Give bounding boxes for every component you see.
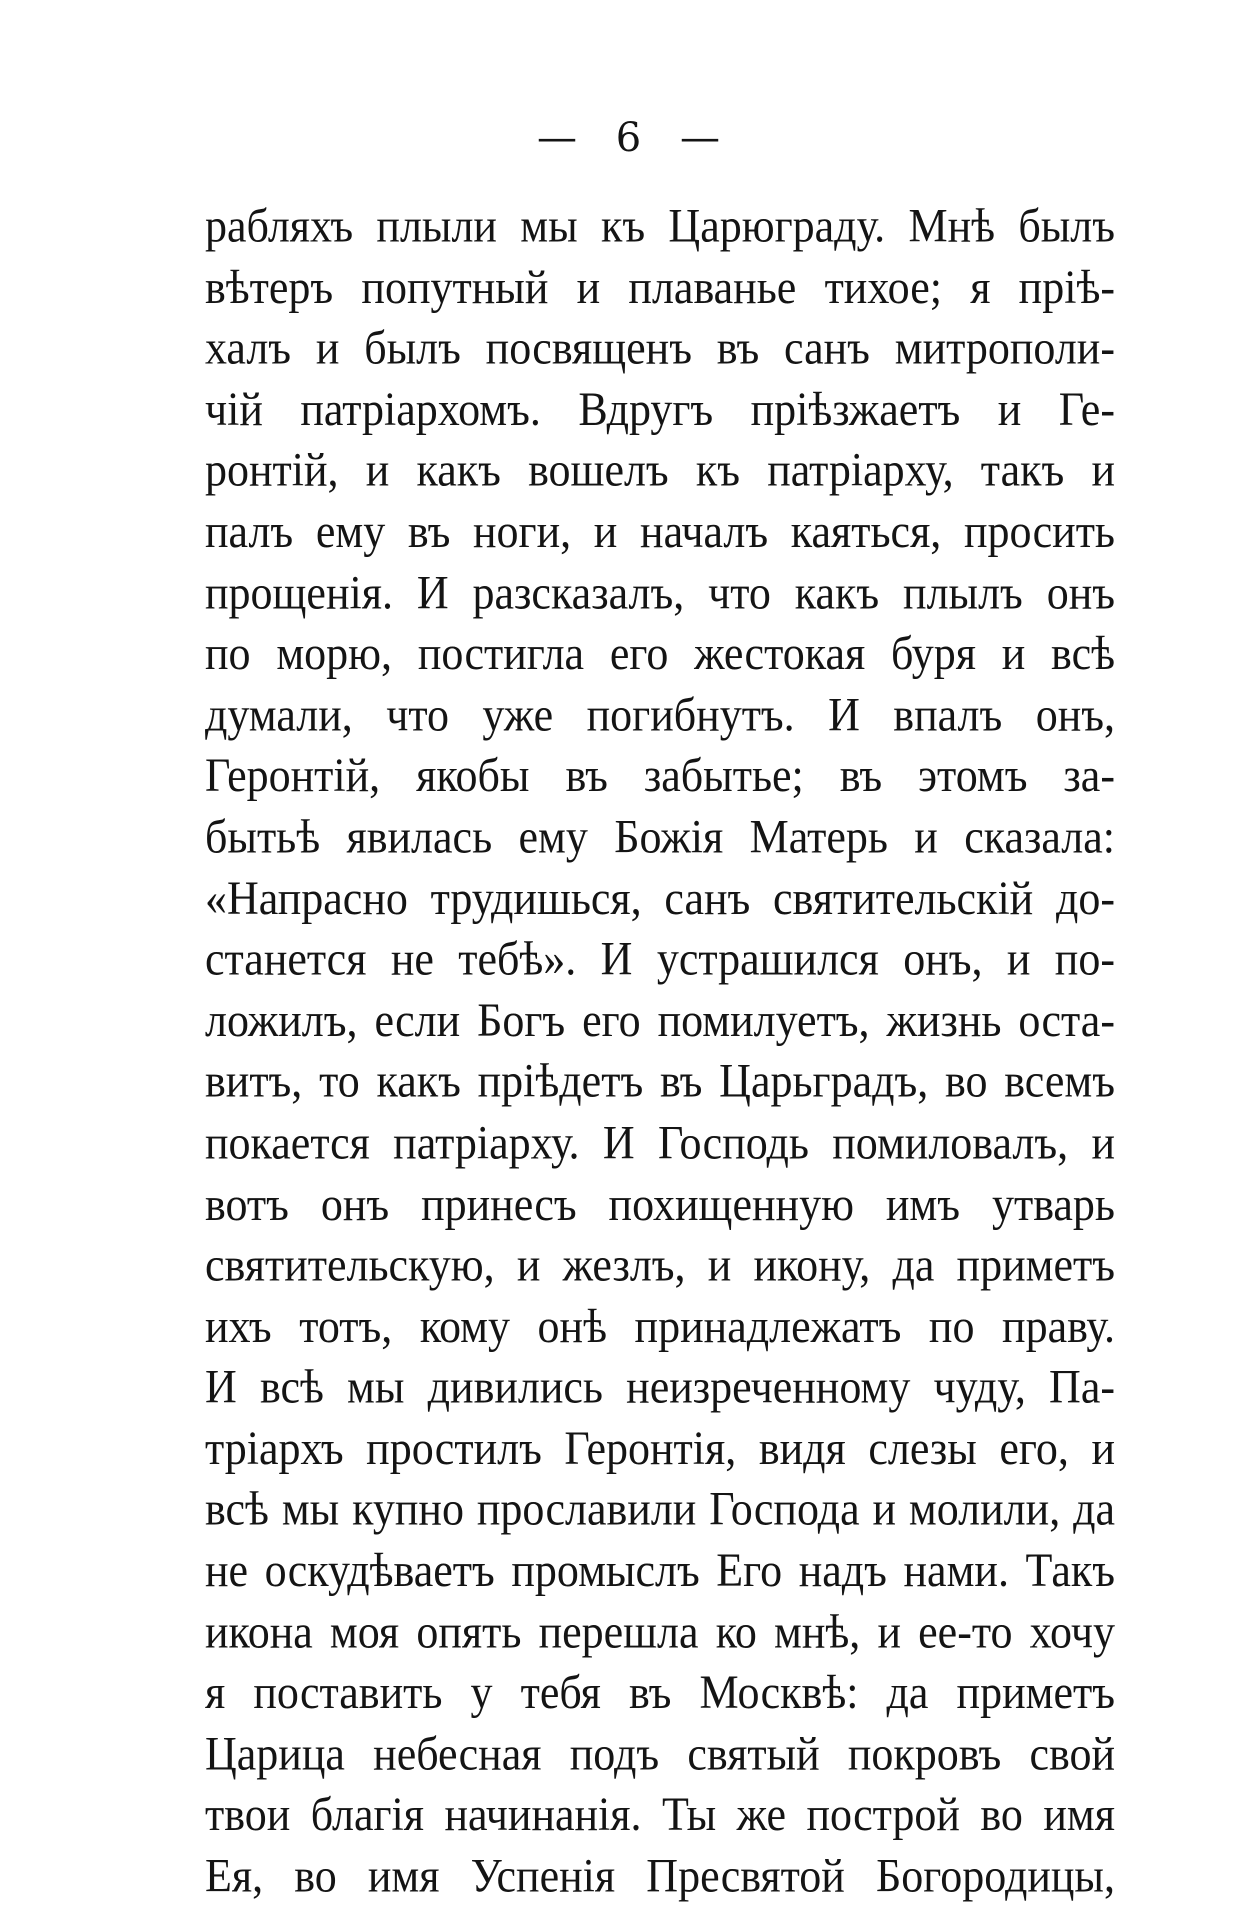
text-line: святительскую, и жезлъ, и икону, да приметъ	[205, 1238, 1115, 1292]
text-line: прощенія. И разсказалъ, что какъ плылъ онъ	[205, 565, 1115, 619]
text-line: Ея, во имя Успенія Пресвятой Богородицы,	[205, 1849, 1115, 1903]
text-line: не оскудѣваетъ промыслъ Его надъ нами. Такъ	[205, 1543, 1115, 1597]
text-line: покается патріарху. И Господь помиловалъ, и	[205, 1116, 1115, 1169]
page-header	[0, 115, 1259, 161]
text-line: я поставить у тебя въ Москвѣ: да приметъ	[205, 1666, 1115, 1720]
text-line: ихъ тотъ, кому онѣ принадлежатъ по праву.	[205, 1299, 1115, 1353]
text-line: вѣтеръ попутный и плаванье тихое; я пріѣ-	[205, 260, 1115, 314]
text-line: халъ и былъ посвященъ въ санъ митрополи-	[205, 321, 1115, 375]
text-line: тріархъ простилъ Геронтія, видя слезы его, и	[205, 1421, 1115, 1475]
text-line: станется не тебѣ». И устрашился онъ, и по-	[205, 932, 1115, 986]
text-line: вотъ онъ принесъ похищенную имъ утварь	[205, 1177, 1115, 1231]
text-line: ронтій, и какъ вошелъ къ патріарху, такъ и	[205, 443, 1115, 497]
text-line: думали, что уже погибнутъ. И впалъ онъ,	[205, 688, 1115, 742]
body-text	[205, 196, 1115, 1907]
text-line: рабляхъ плыли мы къ Царюграду. Мнѣ былъ	[205, 199, 1115, 253]
text-line: икона моя опять перешла ко мнѣ, и ее-то хочу	[205, 1605, 1115, 1658]
text-line: Геронтій, якобы въ забытье; въ этомъ за-	[205, 749, 1115, 803]
text-line: витъ, то какъ пріѣдетъ въ Царьградъ, во всемъ	[205, 1054, 1115, 1108]
text-line: «Напрасно трудишься, санъ святительскій до-	[205, 871, 1115, 925]
header-dash-right: —	[679, 115, 722, 161]
text-line: твои благія начинанія. Ты же построй во имя	[205, 1788, 1115, 1842]
page-number: 6	[615, 115, 644, 161]
text-line: по морю, постигла его жестокая буря и всѣ	[205, 627, 1115, 681]
header-dash-left: —	[537, 115, 580, 161]
text-line: бытьѣ явилась ему Божія Матерь и сказала:	[205, 810, 1115, 864]
text-line: ложилъ, если Богъ его помилуетъ, жизнь оста-	[205, 993, 1115, 1047]
text-line: Царица небесная подъ святый покровъ свой	[205, 1727, 1115, 1781]
text-line: палъ ему въ ноги, и началъ каяться, просить	[205, 504, 1115, 558]
text-line: чій патріархомъ. Вдругъ пріѣзжаетъ и Ге-	[205, 382, 1115, 436]
text-line: всѣ мы купно прославили Господа и молили, да	[205, 1482, 1115, 1536]
text-line: И всѣ мы дивились неизреченному чуду, Па-	[205, 1360, 1115, 1414]
